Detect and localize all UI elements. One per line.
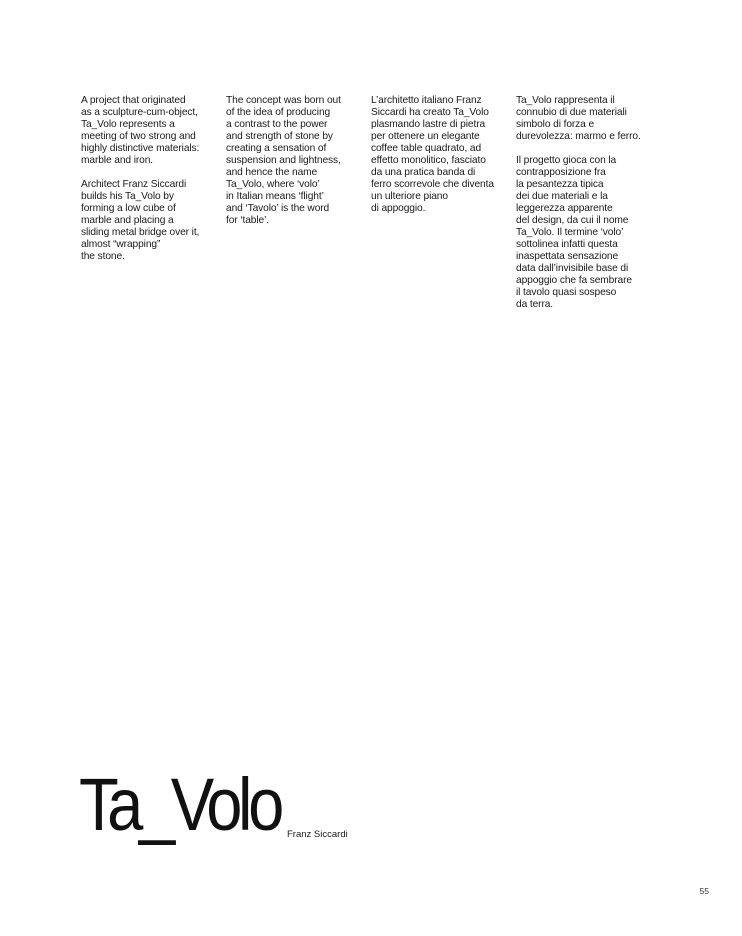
text-column-english-1 (81, 95, 221, 275)
text-column-english-2 (226, 95, 366, 239)
paragraph: Il progetto gioca con la contrapposizione fra la pesantezza tipica dei due materiali e la leggerezza apparente del design, da cui il nome Ta_Volo. Il termine ‘volo’ sottolinea infatti questa inaspettata sensazione data dall’invisibile base di appoggio che fa sembrare il tavolo quasi sospeso da terra. (516, 155, 632, 310)
paragraph: Architect Franz Siccardi builds his Ta_Volo by forming a low cube of marble and placing a sliding metal bridge over it, almost “wrapping” the stone. (81, 179, 200, 262)
paragraph: The concept was born out of the idea of producing a contrast to the power and strength of stone by creating a sensation of suspension and lightness, and hence the name Ta_Volo, where ‘volo’ in Italian means ‘flight’ and ‘Tavolo’ is the word for ‘table’. (226, 95, 341, 226)
text-column-italian-1 (371, 95, 511, 227)
paragraph: A project that originated as a sculpture-cum-object, Ta_Volo represents a meeting of two strong and highly distinctive materials: marble and iron. (81, 95, 200, 166)
product-title: Ta_Volo (79, 763, 280, 846)
page-number: 55 (699, 886, 709, 896)
designer-name: Franz Siccardi (287, 829, 348, 840)
paragraph: L’architetto italiano Franz Siccardi ha creato Ta_Volo plasmando lastre di pietra per ottenere un elegante coffee table quadrato, ad effetto monolitico, fasciato da una pratica banda di ferro scorrevole che diventa un ulteriore piano di appoggio. (371, 95, 494, 214)
paragraph: Ta_Volo rappresenta il connubio di due materiali simbolo di forza e durevolezza: marmo e ferro. (516, 95, 641, 142)
text-column-italian-2 (516, 95, 656, 323)
